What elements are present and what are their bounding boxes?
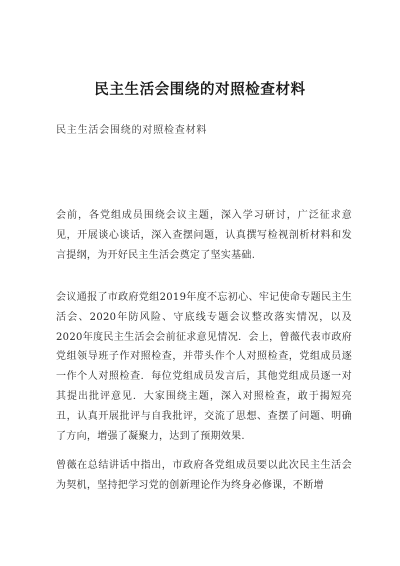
body-paragraph: 会议通报了市政府党组2019年度不忘初心、牢记使命专题民主生活会、2020年防风险、守底线专题会议整改落实情况，以及2020年度民主生活会会前征求意见情况．会上，曾薇代表市政府党组领导班子作对照检查，并带头作个人对照检查，党组成员逐一作个人对照检查．每位党组成员发言后，其他党组成员逐一对其提出批评意见．大家围绕主题，深入对照检查，敢于揭短亮丑，认真开展批评与自我批评，交流了思想、查摆了问题、明确了方向，增强了凝聚力，达到了预期效果. [56,292,352,442]
body-paragraph: 曾薇在总结讲话中指出，市政府各党组成员要以此次民主生活会为契机，坚持把学习党的创新理论作为终身必修课，不断增 [56,460,352,491]
body-paragraph: 会前，各党组成员围绕会议主题，深入学习研讨，广泛征求意见，开展谈心谈话，深入查摆问题，认真撰写检视剖析材料和发言提纲，为开好民主生活会奠定了坚实基础. [56,210,352,261]
document-subtitle: 民主生活会围绕的对照检查材料 [56,125,208,136]
document-title: 民主生活会围绕的对照检查材料 [94,82,306,98]
